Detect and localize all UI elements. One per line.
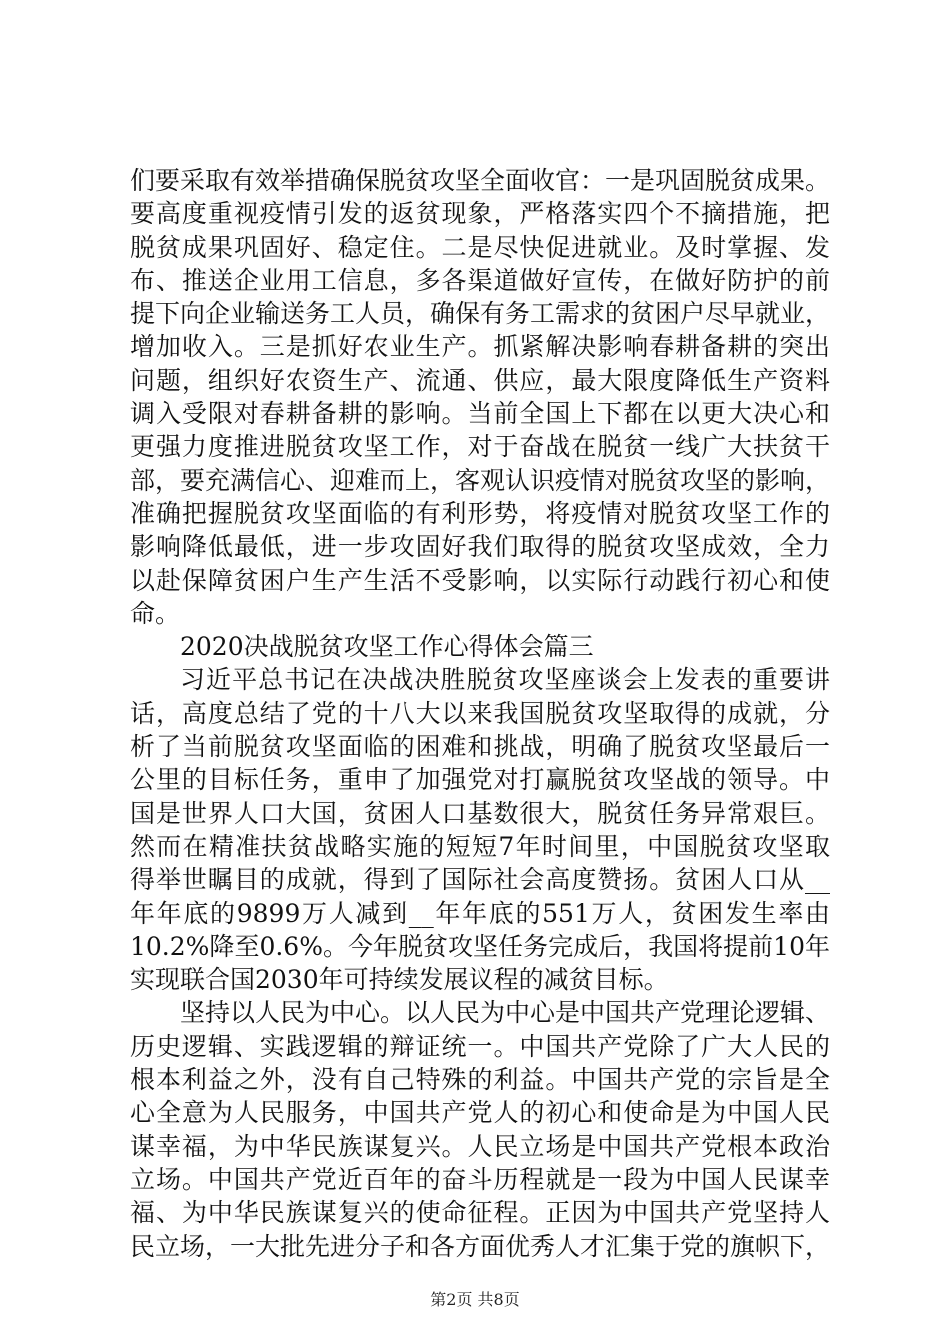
paragraph xyxy=(130,663,830,996)
text-line: 要高度重视疫情引发的返贫现象，严格落实四个不摘措施，把 xyxy=(130,199,830,229)
text-line: 调入受限对春耕备耕的影响。当前全国上下都在以更大决心和 xyxy=(130,399,830,429)
text-line: 习近平总书记在决战决胜脱贫攻坚座谈会上发表的重要讲 xyxy=(180,665,830,695)
text-line: 以赴保障贫困户生产生活不受影响，以实际行动践行初心和使 xyxy=(130,565,830,595)
text-line: 民立场，一大批先进分子和各方面优秀人才汇集于党的旗帜下， xyxy=(130,1231,830,1261)
text-line: 坚持以人民为中心。以人民为中心是中国共产党理论逻辑、 xyxy=(180,998,830,1028)
text-line: 2020决战脱贫攻坚工作心得体会篇三 xyxy=(180,632,594,662)
text-line: 谋幸福，为中华民族谋复兴。人民立场是中国共产党根本政治 xyxy=(130,1131,830,1161)
text-line: 历史逻辑、实践逻辑的辩证统一。中国共产党除了广大人民的 xyxy=(130,1031,830,1061)
text-line: 福、为中华民族谋复兴的使命征程。正因为中国共产党坚持人 xyxy=(130,1198,830,1228)
text-line: 得举世瞩目的成就，得到了国际社会高度赞扬。贫困人口从__ xyxy=(130,865,830,895)
text-line: 年年底的9899万人减到__年年底的551万人，贫困发生率由 xyxy=(130,898,830,928)
text-line: 命。 xyxy=(130,598,181,628)
text-line: 根本利益之外，没有自己特殊的利益。中国共产党的宗旨是全 xyxy=(130,1065,830,1095)
section-heading xyxy=(130,630,830,663)
text-line: 话，高度总结了党的十八大以来我国脱贫攻坚取得的成就，分 xyxy=(130,698,830,728)
text-line: 立场。中国共产党近百年的奋斗历程就是一段为中国人民谋幸 xyxy=(130,1164,830,1194)
text-line: 更强力度推进脱贫攻坚工作，对于奋战在脱贫一线广大扶贫干 xyxy=(130,432,830,462)
text-line: 公里的目标任务，重申了加强党对打赢脱贫攻坚战的领导。中 xyxy=(130,765,830,795)
text-line: 提下向企业输送务工人员，确保有务工需求的贫困户尽早就业， xyxy=(130,299,830,329)
text-line: 影响降低最低，进一步攻固好我们取得的脱贫攻坚成效，全力 xyxy=(130,532,830,562)
text-line: 布、推送企业用工信息，多各渠道做好宣传，在做好防护的前 xyxy=(130,265,830,295)
paragraph xyxy=(130,996,830,1262)
text-line: 们要采取有效举措确保脱贫攻坚全面收官：一是巩固脱贫成果。 xyxy=(130,166,830,195)
text-line: 增加收入。三是抓好农业生产。抓紧解决影响春耕备耕的突出 xyxy=(130,332,830,362)
paragraph xyxy=(130,164,830,630)
text-line: 析了当前脱贫攻坚面临的困难和挑战，明确了脱贫攻坚最后一 xyxy=(130,732,830,762)
text-line: 国是世界人口大国，贫困人口基数很大，脱贫任务异常艰巨。 xyxy=(130,798,830,828)
text-line: 脱贫成果巩固好、稳定住。二是尽快促进就业。及时掌握、发 xyxy=(130,232,830,262)
text-line: 10.2%降至0.6%。今年脱贫攻坚任务完成后，我国将提前10年 xyxy=(130,931,830,961)
document-body xyxy=(130,164,830,1263)
text-line: 准确把握脱贫攻坚面临的有利形势，将疫情对脱贫攻坚工作的 xyxy=(130,498,830,528)
text-line: 问题，组织好农资生产、流通、供应，最大限度降低生产资料 xyxy=(130,365,830,395)
text-line: 心全意为人民服务，中国共产党人的初心和使命是为中国人民 xyxy=(130,1098,830,1128)
page-number-footer: 第2页 共8页 xyxy=(430,1290,520,1309)
text-line: 实现联合国2030年可持续发展议程的减贫目标。 xyxy=(130,965,669,995)
text-line: 部，要充满信心、迎难而上，客观认识疫情对脱贫攻坚的影响， xyxy=(130,465,830,495)
text-line: 然而在精准扶贫战略实施的短短7年时间里，中国脱贫攻坚取 xyxy=(130,831,830,861)
